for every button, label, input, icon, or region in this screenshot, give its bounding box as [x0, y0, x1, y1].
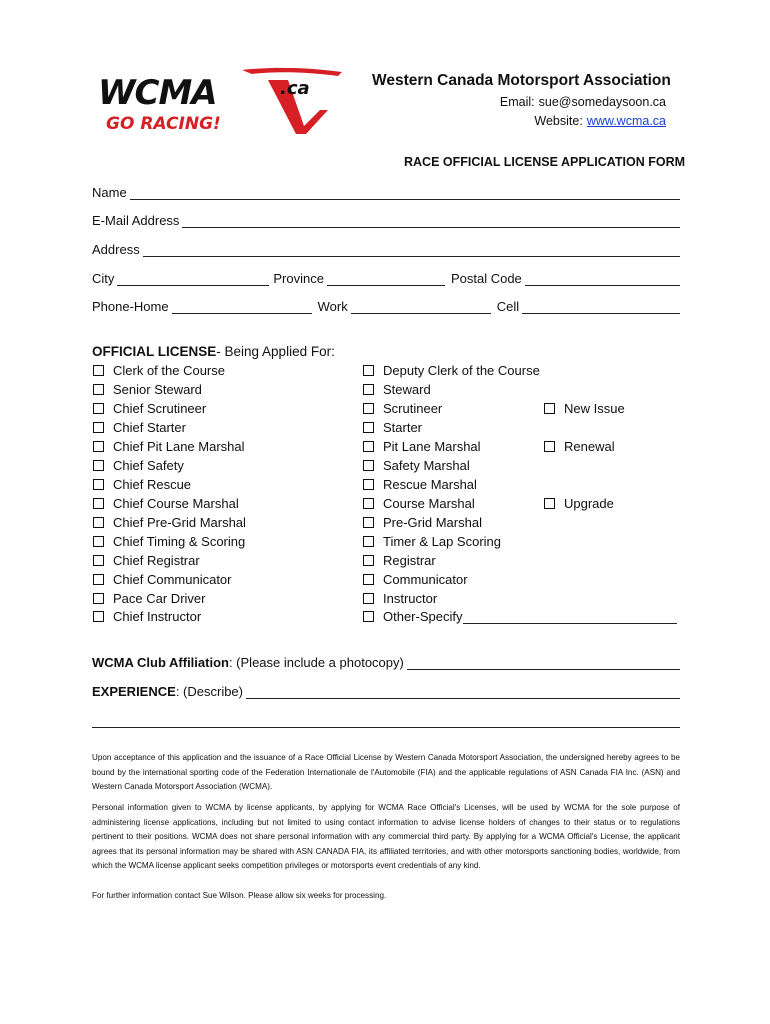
checkbox-box[interactable]: [363, 611, 374, 622]
address-field[interactable]: [143, 242, 680, 257]
province-label: Province: [273, 271, 324, 286]
checkbox-box[interactable]: [93, 555, 104, 566]
checkbox-label: Chief Safety: [113, 458, 184, 473]
checkbox-box[interactable]: [544, 403, 555, 414]
email-row: [92, 210, 680, 228]
form-title: RACE OFFICIAL LICENSE APPLICATION FORM: [404, 155, 686, 169]
checkbox-box[interactable]: [93, 365, 104, 376]
logo-suffix: .ca: [280, 78, 310, 99]
experience-row: [92, 684, 680, 699]
org-name: Western Canada Motorsport Association: [372, 72, 671, 89]
phone-home-field[interactable]: [172, 299, 312, 314]
checkbox-box[interactable]: [93, 536, 104, 547]
checkbox-box[interactable]: [363, 365, 374, 376]
checkbox-box[interactable]: [93, 593, 104, 604]
checkbox-label: Pace Car Driver: [113, 591, 206, 606]
checkbox-starter[interactable]: [362, 420, 422, 435]
checkbox-chief-instructor[interactable]: [92, 609, 201, 624]
club-affiliation-label: WCMA Club Affiliation: (Please include a photocopy): [92, 655, 404, 670]
experience-field-line-2[interactable]: [92, 713, 680, 728]
website-label: Website:: [534, 114, 583, 128]
checkbox-box[interactable]: [544, 441, 555, 452]
checkbox-new-issue[interactable]: [543, 401, 625, 416]
checkbox-box[interactable]: [363, 403, 374, 414]
checkbox-label: Chief Course Marshal: [113, 496, 239, 511]
checkbox-label: Rescue Marshal: [383, 477, 477, 492]
cell-phone-field[interactable]: [522, 299, 680, 314]
checkbox-label: Registrar: [383, 553, 436, 568]
checkbox-label: Upgrade: [564, 496, 614, 511]
email-label: Email:: [499, 95, 535, 109]
checkbox-label: Pit Lane Marshal: [383, 439, 481, 454]
checkbox-label: Chief Rescue: [113, 477, 192, 492]
checkbox-box[interactable]: [93, 441, 104, 452]
checkbox-box[interactable]: [363, 479, 374, 490]
checkbox-box[interactable]: [93, 422, 104, 433]
checkbox-label: Clerk of the Course: [113, 363, 225, 378]
logo-tagline: GO RACING!: [106, 114, 221, 134]
experience-field[interactable]: [246, 684, 680, 699]
checkbox-pit-lane-marshal[interactable]: [362, 439, 481, 454]
phone-home-label: Phone-Home: [92, 299, 169, 314]
checkbox-chief-course-marshal[interactable]: [92, 496, 239, 511]
checkbox-label: Chief Registrar: [113, 553, 200, 568]
checkbox-label: Course Marshal: [383, 496, 475, 511]
experience-label: EXPERIENCE: (Describe): [92, 684, 243, 699]
checkbox-course-marshal[interactable]: [362, 496, 475, 511]
checkbox-label: Chief Instructor: [113, 609, 202, 624]
checkbox-label: Steward: [383, 382, 431, 397]
address-row: [92, 239, 680, 257]
name-row: [92, 182, 680, 200]
license-heading-bold: OFFICIAL LICENSE: [92, 344, 217, 359]
city-field[interactable]: [117, 271, 269, 286]
checkbox-box[interactable]: [93, 517, 104, 528]
checkbox-deputy-clerk[interactable]: [362, 363, 540, 378]
checkbox-communicator[interactable]: [362, 572, 468, 587]
checkbox-chief-safety[interactable]: [92, 458, 184, 473]
contact-note: For further information contact Sue Wilson. Please allow six weeks for processing.: [92, 891, 387, 900]
name-field[interactable]: [130, 185, 680, 200]
checkbox-chief-scrutineer[interactable]: [92, 401, 206, 416]
checkbox-chief-pit-lane-marshal[interactable]: [92, 439, 245, 454]
checkbox-steward[interactable]: [362, 382, 431, 397]
checkbox-box[interactable]: [93, 403, 104, 414]
checkbox-label: Chief Pit Lane Marshal: [113, 439, 245, 454]
email-address-label: E-Mail Address: [92, 213, 180, 228]
checkbox-chief-pre-grid-marshal[interactable]: [92, 515, 246, 530]
checkbox-label: Renewal: [564, 439, 615, 454]
license-heading-rest: - Being Applied For:: [216, 344, 335, 359]
checkbox-chief-timing-scoring[interactable]: [92, 534, 245, 549]
checkbox-senior-steward[interactable]: [92, 382, 202, 397]
checkbox-chief-rescue[interactable]: [92, 477, 191, 492]
logo-swoosh: [242, 68, 342, 76]
website-link[interactable]: www.wcma.ca: [586, 114, 666, 128]
checkbox-scrutineer[interactable]: [362, 401, 442, 416]
club-affiliation-row: [92, 655, 680, 670]
postal-code-label: Postal Code: [450, 271, 522, 286]
email-line: [500, 95, 666, 109]
checkbox-label: Safety Marshal: [383, 458, 470, 473]
logo-wordmark: WCMA: [98, 73, 217, 113]
checkbox-chief-registrar[interactable]: [92, 553, 200, 568]
checkbox-box[interactable]: [93, 384, 104, 395]
checkbox-clerk-of-the-course[interactable]: [92, 363, 225, 378]
work-phone-field[interactable]: [351, 299, 491, 314]
checkbox-box[interactable]: [363, 384, 374, 395]
cell-label: Cell: [496, 299, 520, 314]
checkbox-label: Chief Communicator: [113, 572, 232, 587]
checkbox-instructor[interactable]: [362, 591, 437, 606]
checkbox-label: Senior Steward: [113, 382, 202, 397]
address-label: Address: [92, 242, 140, 257]
checkbox-label: Instructor: [383, 591, 438, 606]
checkbox-box[interactable]: [93, 611, 104, 622]
checkbox-box[interactable]: [363, 574, 374, 585]
checkbox-upgrade[interactable]: [543, 496, 614, 511]
checkbox-box[interactable]: [363, 555, 374, 566]
checkbox-label: Timer & Lap Scoring: [383, 534, 502, 549]
website-line: [534, 114, 666, 128]
checkbox-label: Starter: [383, 420, 423, 435]
checkbox-label: Scrutineer: [383, 401, 443, 416]
checkbox-box[interactable]: [363, 422, 374, 433]
postal-code-field[interactable]: [525, 271, 680, 286]
wcma-logo: [92, 66, 354, 136]
checkbox-box[interactable]: [93, 460, 104, 471]
checkbox-label: New Issue: [564, 401, 625, 416]
checkbox-box[interactable]: [363, 517, 374, 528]
checkbox-label: Deputy Clerk of the Course: [383, 363, 540, 378]
checkbox-label: Chief Starter: [113, 420, 186, 435]
checkbox-label: Chief Timing & Scoring: [113, 534, 246, 549]
checkbox-renewal[interactable]: [543, 439, 615, 454]
checkbox-label: Communicator: [383, 572, 468, 587]
checkbox-label: Chief Pre-Grid Marshal: [113, 515, 246, 530]
privacy-paragraph: Personal information given to WCMA by license applicants, by applying for WCMA Race Official's Licenses, will be used by WCMA for the sole purpose of administering license applications, including but not limited to using contact information to advise license holders of changes to their status or to regulations pertinent to their positions. WCMA does not share personal information with any commercial third party. By applying for a WCMA Official's License, the applicant agrees that its personal information may be shared with ASN CANADA FIA, its affiliated territories, and with other motorsports sanctioning bodies, worldwide, from which the WCMA license applicant seeks competition privileges or motorsports event credentials of any kind.: [92, 803, 680, 870]
checkbox-box[interactable]: [544, 498, 555, 509]
license-heading: [92, 344, 335, 359]
city-row: [92, 268, 680, 286]
city-label: City: [92, 271, 115, 286]
province-field[interactable]: [327, 271, 445, 286]
checkbox-chief-communicator[interactable]: [92, 572, 232, 587]
checkbox-box[interactable]: [93, 479, 104, 490]
club-affiliation-field[interactable]: [407, 655, 680, 670]
phone-row: [92, 296, 680, 314]
checkbox-rescue-marshal[interactable]: [362, 477, 477, 492]
checkbox-label: Other-Specify: [383, 609, 463, 624]
work-label: Work: [317, 299, 348, 314]
checkbox-box[interactable]: [363, 593, 374, 604]
other-specify-field[interactable]: [463, 609, 677, 624]
email-address-field[interactable]: [182, 213, 680, 228]
checkbox-label: Chief Scrutineer: [113, 401, 207, 416]
checkbox-box[interactable]: [363, 536, 374, 547]
checkbox-other-specify[interactable]: [362, 609, 677, 624]
checkbox-box[interactable]: [363, 498, 374, 509]
checkbox-label: Pre-Grid Marshal: [383, 515, 482, 530]
checkbox-box[interactable]: [93, 574, 104, 585]
name-label: Name: [92, 185, 127, 200]
checkbox-chief-starter[interactable]: [92, 420, 186, 435]
email-value: sue@somedaysoon.ca: [538, 95, 666, 109]
checkbox-registrar[interactable]: [362, 553, 436, 568]
checkbox-safety-marshal[interactable]: [362, 458, 470, 473]
checkbox-pace-car-driver[interactable]: [92, 591, 205, 606]
checkbox-timer-lap-scoring[interactable]: [362, 534, 501, 549]
agreement-paragraph: Upon acceptance of this application and the issuance of a Race Official License by Western Canada Motorsport Association, the undersigned hereby agrees to be bound by the international sporting code of the Federation Internationale de l'Automobile (FIA) and the applicable regulations of ASN Canada FIA Inc. (ASN) and Western Canada Motorsport Association (WCMA).: [92, 753, 680, 791]
checkbox-box[interactable]: [93, 498, 104, 509]
checkbox-pre-grid-marshal[interactable]: [362, 515, 482, 530]
checkbox-box[interactable]: [363, 441, 374, 452]
checkbox-box[interactable]: [363, 460, 374, 471]
